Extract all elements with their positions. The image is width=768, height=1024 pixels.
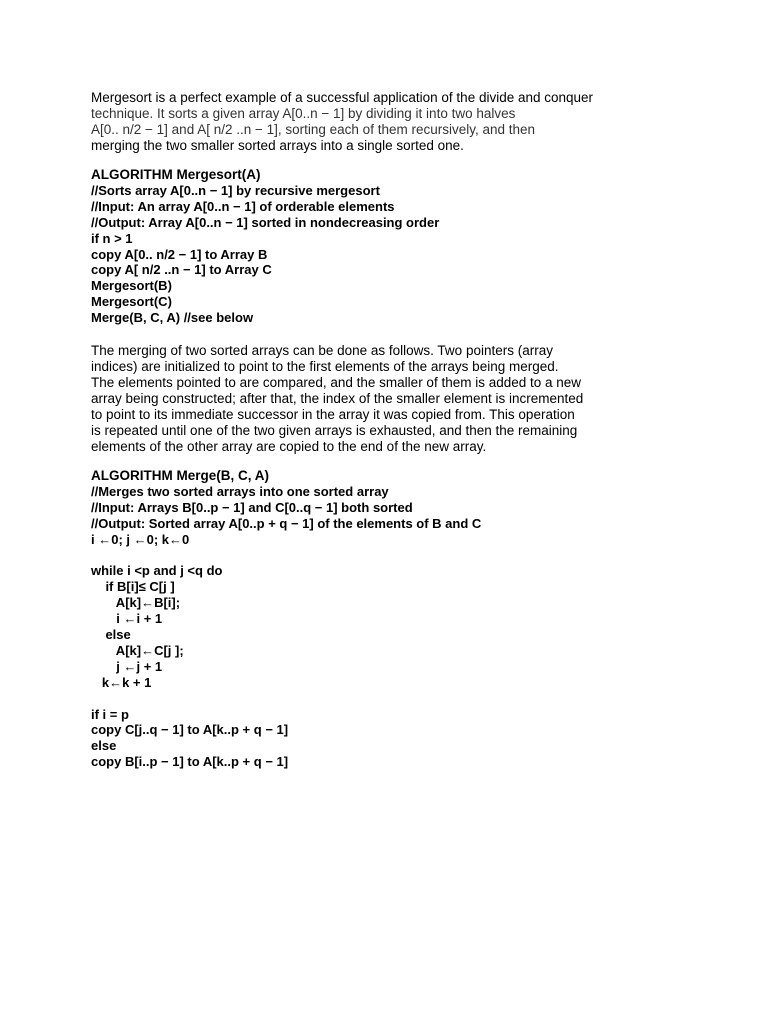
merge-description-line-3: The elements pointed to are compared, and the smaller of them is added to a new bbox=[91, 375, 582, 390]
merge-description-line-7: elements of the other array are copied to the end of the new array. bbox=[91, 439, 487, 454]
mergesort-recurse-b-line: Mergesort(B) bbox=[91, 278, 172, 294]
mergesort-copy-b-line: copy A[0.. n/2 − 1] to Array B bbox=[91, 246, 268, 262]
merge-description-paragraph bbox=[91, 343, 583, 455]
mergesort-recurse-c-line: Mergesort(C) bbox=[91, 294, 172, 310]
mergesort-merge-call-line: Merge(B, C, A) //see below bbox=[91, 310, 254, 326]
merge-description-line-5: to point to its immediate successor in the array it was copied from. This operation bbox=[91, 407, 575, 422]
intro-line-2: technique. It sorts a given array A[0..n − 1] by dividing it into two halves bbox=[91, 106, 516, 121]
merge-blank-line-1 bbox=[91, 548, 481, 564]
mergesort-algorithm-block bbox=[91, 167, 439, 326]
merge-blank-line-2 bbox=[91, 691, 481, 707]
merge-increment-j-line: j ←j + 1 bbox=[91, 658, 163, 674]
merge-comment-merges: //Merges two sorted arrays into one sorted array bbox=[91, 483, 389, 499]
merge-description-line-1: The merging of two sorted arrays can be done as follows. Two pointers (array bbox=[91, 343, 553, 358]
merge-comment-output: //Output: Sorted array A[0..p + q − 1] of the elements of B and C bbox=[91, 515, 482, 531]
merge-copy-b-line: copy B[i..p − 1] to A[k..p + q − 1] bbox=[91, 754, 289, 770]
merge-description-line-2: indices) are initialized to point to the first elements of the arrays being merged. bbox=[91, 359, 559, 374]
merge-description-line-6: is repeated until one of the two given arrays is exhausted, and then the remaining bbox=[91, 423, 578, 438]
intro-paragraph bbox=[91, 90, 593, 154]
merge-assign-c-line: A[k]←C[j ]; bbox=[91, 642, 184, 658]
merge-while-line: while i <p and j <q do bbox=[91, 563, 223, 579]
merge-increment-k-line: k←k + 1 bbox=[91, 674, 152, 690]
merge-description-line-4: array being constructed; after that, the index of the smaller element is incremented bbox=[91, 391, 584, 406]
intro-line-1: Mergesort is a perfect example of a successful application of the divide and conquer bbox=[91, 90, 594, 105]
merge-comment-input: //Input: Arrays B[0..p − 1] and C[0..q − 1] both sorted bbox=[91, 499, 413, 515]
mergesort-if-line: if n > 1 bbox=[91, 230, 133, 246]
merge-increment-i-line: i ←i + 1 bbox=[91, 611, 163, 627]
merge-else-line: else bbox=[91, 627, 131, 643]
mergesort-comment-output: //Output: Array A[0..n − 1] sorted in nondecreasing order bbox=[91, 214, 440, 230]
merge-if-compare-line: if B[i]≤ C[j ] bbox=[91, 579, 175, 595]
mergesort-copy-c-line: copy A[ n/2 ..n − 1] to Array C bbox=[91, 262, 272, 278]
merge-algorithm-block bbox=[91, 468, 481, 770]
mergesort-comment-sorts: //Sorts array A[0..n − 1] by recursive mergesort bbox=[91, 182, 380, 198]
intro-line-3: A[0.. n/2 − 1] and A[ n/2 ..n − 1], sorting each of them recursively, and then bbox=[91, 122, 536, 137]
merge-else-copy-line: else bbox=[91, 738, 117, 754]
mergesort-algorithm-title: ALGORITHM Mergesort(A) bbox=[91, 167, 261, 182]
merge-copy-c-line: copy C[j..q − 1] to A[k..p + q − 1] bbox=[91, 722, 289, 738]
merge-algorithm-title: ALGORITHM Merge(B, C, A) bbox=[91, 468, 269, 483]
merge-if-exhausted-line: if i = p bbox=[91, 706, 129, 722]
merge-assign-b-line: A[k]←B[i]; bbox=[91, 595, 181, 611]
mergesort-comment-input: //Input: An array A[0..n − 1] of orderable elements bbox=[91, 198, 395, 214]
merge-init-line: i ←0; j ←0; k←0 bbox=[91, 531, 190, 547]
intro-line-4: merging the two smaller sorted arrays into a single sorted one. bbox=[91, 138, 464, 153]
